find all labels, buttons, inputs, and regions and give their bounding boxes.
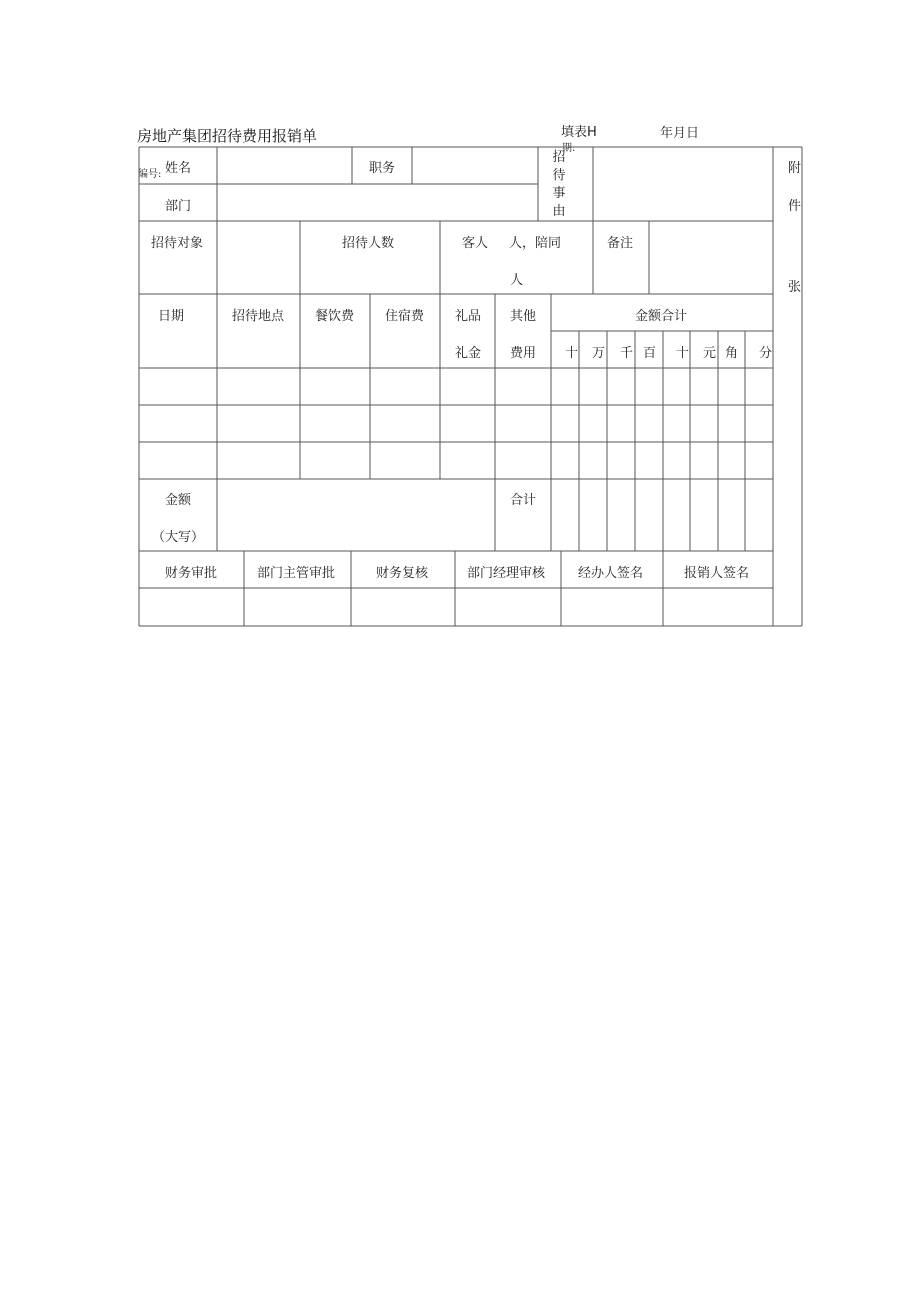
reason-char: 事 bbox=[552, 186, 566, 201]
position-label: 职务 bbox=[369, 161, 396, 176]
guest-count-label: 招待人数 bbox=[342, 236, 395, 251]
other-header: 其他 bbox=[510, 309, 537, 324]
fill-date-label: 填表H bbox=[561, 125, 597, 140]
reason-char: 招 bbox=[552, 150, 566, 165]
digit-header: 十 bbox=[565, 346, 579, 361]
approval-claimant-sign: 报销人签名 bbox=[684, 566, 750, 581]
digit-header: 元 bbox=[703, 346, 717, 361]
amount-uppercase-label: （大写） bbox=[152, 530, 205, 545]
form-title: 房地产集团招待费用报销单 bbox=[137, 127, 318, 145]
reason-char: 由 bbox=[552, 204, 566, 219]
sum-label: 合计 bbox=[510, 493, 537, 508]
digit-header: 百 bbox=[643, 346, 657, 361]
amount-total-header: 金额合计 bbox=[635, 309, 688, 324]
guest-people-label: 客人 bbox=[462, 236, 489, 251]
digit-header: 分 bbox=[759, 346, 773, 361]
attachment-char: 件 bbox=[788, 199, 802, 214]
attachment-char: 附 bbox=[788, 161, 802, 176]
reason-label bbox=[549, 149, 569, 221]
approval-dept-supervisor: 部门主管审批 bbox=[257, 566, 336, 581]
approval-finance-review: 财务复核 bbox=[376, 566, 429, 581]
accompany-label-2: 人 bbox=[510, 273, 524, 288]
lodging-header: 住宿费 bbox=[385, 309, 425, 324]
remark-label: 备注 bbox=[607, 236, 634, 251]
gift-header: 礼品 bbox=[455, 309, 482, 324]
reason-char: 待 bbox=[552, 168, 566, 183]
approval-handler-sign: 经办人签名 bbox=[578, 566, 644, 581]
name-label: 姓名 bbox=[165, 161, 192, 176]
place-header: 招待地点 bbox=[232, 309, 285, 324]
attachment-char: 张 bbox=[788, 280, 802, 295]
digit-header: 角 bbox=[725, 346, 739, 361]
guest-target-label: 招待对象 bbox=[151, 236, 204, 251]
digit-header: 十 bbox=[676, 346, 690, 361]
date-header: 日期 bbox=[158, 309, 185, 324]
serial-number-label: 编号: bbox=[138, 169, 162, 180]
accompany-label: 人，陪同 bbox=[509, 236, 562, 251]
fill-date-suffix: 年月日 bbox=[660, 126, 700, 141]
digit-header: 万 bbox=[592, 346, 606, 361]
amount-label: 金额 bbox=[165, 493, 192, 508]
other-header-2: 费用 bbox=[510, 346, 537, 361]
digit-header: 千 bbox=[620, 346, 634, 361]
department-label: 部门 bbox=[165, 199, 192, 214]
approval-dept-manager: 部门经理审核 bbox=[467, 566, 546, 581]
approval-finance: 财务审批 bbox=[165, 566, 218, 581]
meal-header: 餐饮费 bbox=[315, 309, 355, 324]
fill-date-label-2: 期: bbox=[562, 143, 576, 154]
gift-header-2: 礼金 bbox=[455, 346, 482, 361]
